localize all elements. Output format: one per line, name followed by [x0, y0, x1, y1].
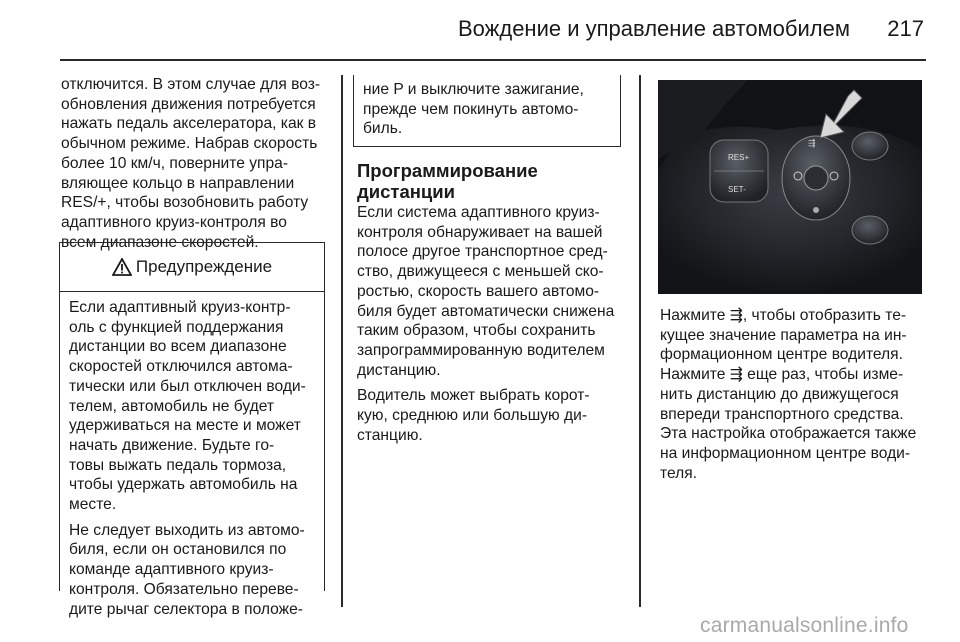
svg-text:⇶: ⇶ — [808, 139, 816, 149]
page-title: Вождение и управление автомобилем — [457, 16, 850, 41]
text-line: месте. — [69, 496, 117, 514]
res-label: RES+ — [728, 153, 750, 162]
warning-title: Предупреждение — [135, 257, 273, 276]
text-line: биль. — [363, 120, 403, 138]
text-line: полосе другое транспортное сред- — [357, 243, 608, 261]
text-line: прежде чем покинуть автомо- — [363, 100, 579, 118]
text-line: тически или был отключен води- — [69, 377, 306, 395]
text-line: теля. — [660, 464, 697, 482]
text-line: биля будет автоматически снижена — [357, 302, 615, 320]
text-line: запрограммированную водителем — [357, 341, 605, 359]
text-line: контроля обнаруживает на вашей — [357, 223, 603, 241]
text-line: товы выжать педаль тормоза, — [69, 456, 287, 474]
text-line: формационном центре водителя. — [660, 346, 903, 364]
steering-wheel-illustration — [658, 80, 922, 294]
text-line: телем, автомобиль не будет — [69, 397, 275, 415]
warning-triangle-icon — [112, 258, 132, 276]
text-line: вляющее кольцо в направлении — [61, 174, 295, 192]
text-line: адаптивного круиз-контроля во — [61, 213, 287, 231]
text-line: обычном режиме. Набрав скорость — [61, 135, 318, 153]
text-line: удерживаться на месте и может — [69, 417, 301, 435]
warning-box-continued — [353, 75, 621, 147]
page-number: 217 — [887, 16, 924, 41]
text-line: начать движение. Будьте го- — [69, 436, 275, 454]
text-line: на информационном центре води- — [660, 444, 911, 462]
text-line: Нажмите ⇶, чтобы отобразить те- — [660, 307, 907, 324]
text-line: дистанцию. — [357, 361, 441, 379]
text-line: впереди транспортного средства. — [660, 405, 904, 423]
text-line: кущее значение параметра на ин- — [660, 326, 907, 344]
column-1-text — [61, 75, 329, 252]
lower-button — [852, 216, 888, 244]
text-line: RES/+, чтобы возобновить работу — [61, 194, 309, 212]
text-line: обновления движения потребуется — [61, 95, 316, 113]
warning-paragraph-2 — [69, 521, 315, 620]
text-line: ние P и выключите зажигание, — [363, 81, 584, 98]
text-line: всем диапазоне скоростей. — [61, 233, 259, 251]
text-line: Нажмите ⇶ еще раз, чтобы изме- — [660, 366, 904, 384]
text-line: контроля. Обязательно переве- — [69, 580, 299, 598]
text-line: Водитель может выбрать корот- — [357, 387, 590, 405]
text-line: Если адаптивный круиз-контр- — [69, 299, 291, 316]
text-line: ростью, скорость вашего автомо- — [357, 282, 600, 300]
text-line: более 10 км/ч, поверните упра- — [61, 154, 289, 172]
text-line: команде адаптивного круиз- — [69, 561, 274, 579]
column-2-text — [357, 160, 625, 445]
text-line: биля, если он остановился по — [69, 541, 287, 559]
section-paragraph-2 — [357, 386, 625, 445]
section-title — [357, 160, 625, 202]
text-line: таким образом, чтобы сохранить — [357, 322, 596, 340]
header-rule — [60, 59, 926, 61]
warning-paragraph-1 — [69, 298, 315, 515]
column-3-text — [660, 306, 924, 483]
text-line: нить дистанцию до движущегося — [660, 385, 899, 403]
text-line: дистанции во всем диапазоне — [69, 338, 287, 356]
text-line: кую, среднюю или большую ди- — [357, 407, 588, 425]
section-paragraph-1 — [357, 203, 625, 380]
column-3-paragraph — [660, 306, 924, 483]
text-line: оль с функцией поддержания — [69, 318, 284, 336]
text-line: станцию. — [357, 426, 423, 444]
set-label: SET- — [728, 185, 746, 194]
text-line: чтобы удержать автомобиль на — [69, 476, 298, 494]
steering-wheel-buttons-photo — [658, 80, 922, 294]
column-divider-right — [639, 75, 641, 607]
warning-header — [60, 242, 324, 292]
text-line: скоростей отключился автома- — [69, 358, 293, 376]
section-title-line: дистанции — [357, 181, 456, 202]
warning-continued-paragraph — [363, 80, 611, 139]
warning-box — [59, 242, 325, 618]
side-button — [852, 132, 888, 160]
text-line: отключится. В этом случае для воз- — [61, 76, 321, 93]
text-line: Если система адаптивного круиз- — [357, 204, 600, 221]
watermark: carmanualsonline.info — [700, 614, 909, 637]
column-divider-left — [341, 75, 343, 607]
section-title-line: Программирование — [357, 160, 538, 181]
text-line: нажать педаль акселератора, как в — [61, 115, 317, 133]
text-line: дите рычаг селектора в положе- — [69, 600, 303, 618]
text-line: Не следует выходить из автомо- — [69, 521, 305, 539]
text-line: Эта настройка отображается также — [660, 425, 917, 443]
warning-body — [60, 292, 324, 619]
column-1-paragraph — [61, 75, 329, 252]
text-line: ство, движущееся с меньшей ско- — [357, 263, 604, 281]
